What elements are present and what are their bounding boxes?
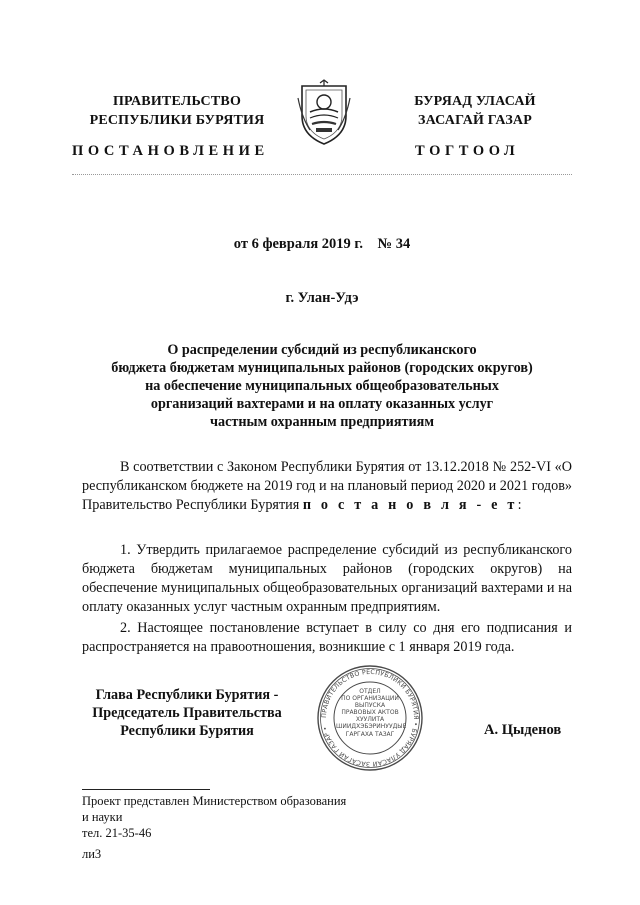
- decree-label-ru: ПОСТАНОВЛЕНИЕ: [72, 143, 269, 159]
- seal-text-line2: ПО ОРГАНИЗАЦИИ: [341, 695, 399, 703]
- government-name-ru: [72, 92, 282, 130]
- intro-paragraph: [82, 458, 572, 515]
- footer-note: [82, 793, 502, 841]
- seal-text-line4: ПРАВОВЫХ АКТОВ: [341, 709, 399, 717]
- seal-text-line3: ВЫПУСКА: [354, 702, 386, 710]
- decree-title-line5: частным охранным предприятиям: [209, 414, 435, 430]
- intro-resolves: п о с т а н о в л я - е т: [302, 497, 518, 513]
- signatory-position-line2: Председатель Правительства: [92, 705, 282, 721]
- decree-city: г. Улан-Удэ: [285, 290, 359, 306]
- government-name-bua-line1: БУРЯАД УЛАСАЙ: [414, 94, 536, 109]
- decree-title-line3: на обеспечение муниципальных общеобразовательных: [145, 378, 499, 394]
- intro-text: В соответствии с Законом Республики Бурятия от 13.12.2018 № 252-VI «О республиканском бюджете на 2019 год и на плановый период 2020 и 2021 годов» Правительство Республики Бурятия: [82, 459, 572, 513]
- decree-title-line2: бюджета бюджетам муниципальных районов (городских округов): [111, 360, 533, 376]
- government-name-ru-line1: ПРАВИТЕЛЬСТВО: [112, 94, 242, 109]
- footer-code: ли3: [82, 847, 102, 861]
- seal-text-line5: ХУУЛИТА: [355, 716, 385, 724]
- seal-text-line1: ОТДЕЛ: [359, 688, 381, 695]
- government-name-bua-line2: ЗАСАГАЙ ГАЗАР: [417, 113, 532, 128]
- government-name-ru-line2: РЕСПУБЛИКИ БУРЯТИЯ: [89, 113, 265, 128]
- decree-label-bua: ТОГТООЛ: [415, 143, 520, 159]
- decree-title-line4: организаций вахтерами и на оплату оказанных услуг: [150, 396, 494, 412]
- decree-title: [72, 341, 572, 431]
- footer-line2: и науки: [82, 810, 123, 824]
- footnote-divider: [82, 789, 210, 790]
- decree-item-1: 1. Утвердить прилагаемое распределение субсидий из республиканского бюджета бюджетам муниципальных районов (городских округов) на обеспечение муниципальных общеобразовательных организаций вахтерами и на оплату оказанных услуг частным охранным предприятиям.: [82, 542, 572, 615]
- official-seal: [316, 664, 424, 772]
- signatory-name: А. Цыденов: [484, 722, 562, 738]
- intro-colon: :: [517, 497, 522, 513]
- signatory-position-line1: Глава Республики Бурятия -: [95, 687, 279, 703]
- seal-center-text: [336, 688, 407, 738]
- government-name-bua: [380, 92, 570, 130]
- seal-text-line6: ШИИДХЭБЭРИНУУДЫЕ: [336, 723, 407, 731]
- seal-ring-text: ПРАВИТЕЛЬСТВО РЕСПУБЛИКИ БУРЯТИЯ • БУРЯАД УЛАСАЙ ЗАСАГАЙ ГАЗАР •: [320, 668, 420, 768]
- decree-date-number: от 6 февраля 2019 г. № 34: [233, 236, 411, 252]
- signatory-position-line3: Республики Бурятия: [120, 723, 254, 739]
- signatory-position: [78, 686, 296, 740]
- footer-phone: тел. 21-35-46: [82, 826, 152, 840]
- decree-title-line1: О распределении субсидий из республиканского: [167, 342, 477, 358]
- coat-of-arms-icon: [296, 78, 352, 146]
- seal-text-line7: ГАРГАХА ТАЗАГ: [345, 730, 395, 738]
- decree-item-2: 2. Настоящее постановление вступает в силу со дня его подписания и распространяется на правоотношения, возникшие с 1 января 2019 года.: [82, 620, 572, 655]
- header-divider: [72, 174, 572, 175]
- footer-line1: Проект представлен Министерством образования: [82, 794, 347, 808]
